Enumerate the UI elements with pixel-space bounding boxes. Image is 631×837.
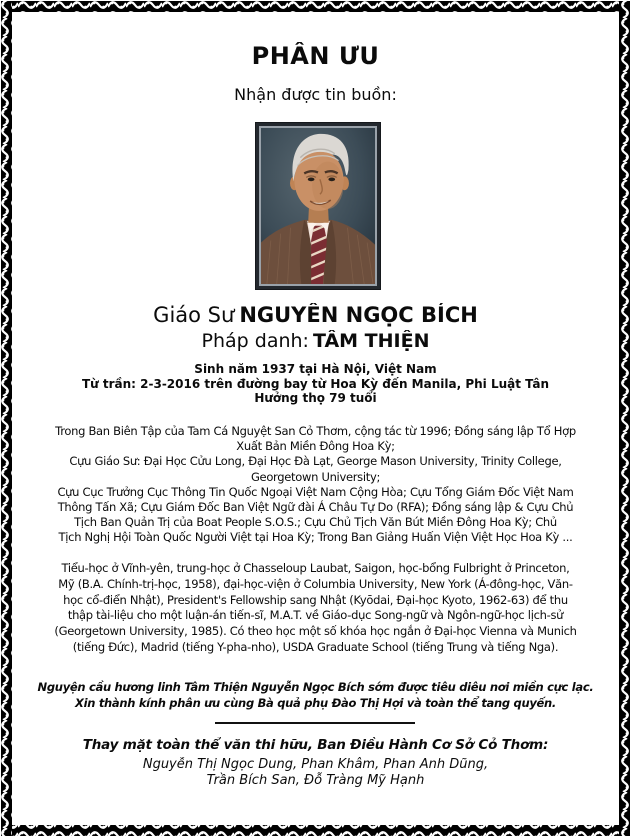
deceased-name-line — [11, 303, 620, 327]
career-line: Georgetown University; — [250, 469, 381, 484]
portrait-photo — [259, 126, 377, 286]
career-line: Trong Ban Biên Tập của Tam Cá Nguyệt San Cỏ Thơm, cộng tác từ 1996; Đồng sáng lập Tổ Hợp — [55, 424, 576, 438]
signature-names-line: Nguyễn Thị Ngọc Dung, Phan Khâm, Phan Anh Dũng, — [142, 757, 489, 772]
birth-line: Sinh năm 1937 tại Hà Nội, Việt Nam — [194, 362, 437, 376]
education-line: Mỹ (B.A. Chính-trị-học, 1958), đại-học-viện ở Columbia University, New York (Á-đông-học, Văn- — [58, 576, 573, 591]
career-paragraph — [11, 424, 620, 546]
signature-divider — [215, 722, 415, 724]
signature-names — [11, 757, 620, 788]
dharma-name: TÂM THIỆN — [312, 330, 430, 352]
career-line: Cựu Cục Trưởng Cục Thông Tin Quốc Ngoại Việt Nam Cộng Hòa; Cựu Tổng Giám Đốc Việt Nam — [57, 484, 574, 499]
career-line: Thông Tấn Xã; Cựu Giám Đốc Ban Việt Ngữ đài Á Châu Tự Do (RFA); Đồng sáng lập & Cựu Chủ — [57, 500, 574, 515]
career-line: Tịch Nghị Hội Toàn Quốc Người Việt tại Hoa Kỳ; Trong Ban Giảng Huấn Viện Việt Học Hoa Kỳ ... — [58, 530, 573, 545]
death-line: Từ trần: 2-3-2016 trên đường bay từ Hoa Kỳ đến Manila, Phi Luật Tân — [81, 376, 550, 391]
signature-heading: Thay mặt toàn thể văn thi hữu, Ban Điều Hành Cơ Sở Cỏ Thơm: — [82, 737, 549, 753]
notice-title: PHÂN ƯU — [251, 42, 380, 70]
vital-dates — [11, 362, 620, 406]
prayer-line: Nguyện cầu hương linh Tâm Thiện Nguyễn Ngọc Bích sớm được tiêu diêu nơi miền cực lạc. — [37, 680, 594, 694]
career-line: Xuất Bản Miền Đông Hoa Kỳ; — [236, 439, 395, 454]
education-line: (Georgetown University, 1985). Có theo học một số khóa học ngắn ở Đại-học Vienna và Munich — [54, 624, 577, 639]
condolence-prayer — [11, 680, 620, 711]
age-line: Hưởng thọ 79 tuổi — [254, 391, 377, 405]
intro-line: Nhận được tin buồn: — [234, 85, 397, 104]
portrait-illustration — [261, 128, 375, 284]
education-line: thập tài-liệu cho một luận-án tiến-sĩ, M.A.T. về Giáo-dục Song-ngữ và Ngôn-ngữ-học lịch-sử — [67, 608, 564, 623]
career-line: Cựu Giáo Sư: Đại Học Cửu Long, Đại Học Đà Lạt, George Mason University, Trinity College, — [69, 454, 562, 469]
education-paragraph — [11, 561, 620, 656]
education-line: Tiểu-học ở Vĩnh-yên, trung-học ở Chasseloup Laubat, Saigon, học-bổng Fulbright ở Princeton, — [61, 561, 570, 575]
dharma-label: Pháp danh: — [201, 330, 309, 352]
dharma-name-line — [11, 330, 620, 352]
career-line: Tịch Ban Quản Trị của Boat People S.O.S.; Cựu Chủ Tịch Văn Bút Miền Đông Hoa Kỳ; Chủ — [74, 515, 557, 530]
portrait-photo-frame — [255, 122, 381, 290]
honorific: Giáo Sư — [153, 303, 235, 327]
education-line: học cổ-điển Nhật), President's Fellowship sang Nhật (Kyōdai, Đại-học Kyoto, 1962-63) để thu — [63, 592, 568, 607]
deceased-name: NGUYỄN NGỌC BÍCH — [239, 303, 478, 327]
education-line: (tiếng Đức), Madrid (tiếng Y-pha-nho), USDA Graduate School (tiếng Trung và tiếng Nga). — [72, 639, 559, 654]
prayer-line: Xin thành kính phân ưu cùng Bà quả phụ Đào Thị Hợi và toàn thể tang quyến. — [75, 695, 556, 710]
signature-names-line: Trần Bích San, Đỗ Tràng Mỹ Hạnh — [206, 772, 425, 788]
